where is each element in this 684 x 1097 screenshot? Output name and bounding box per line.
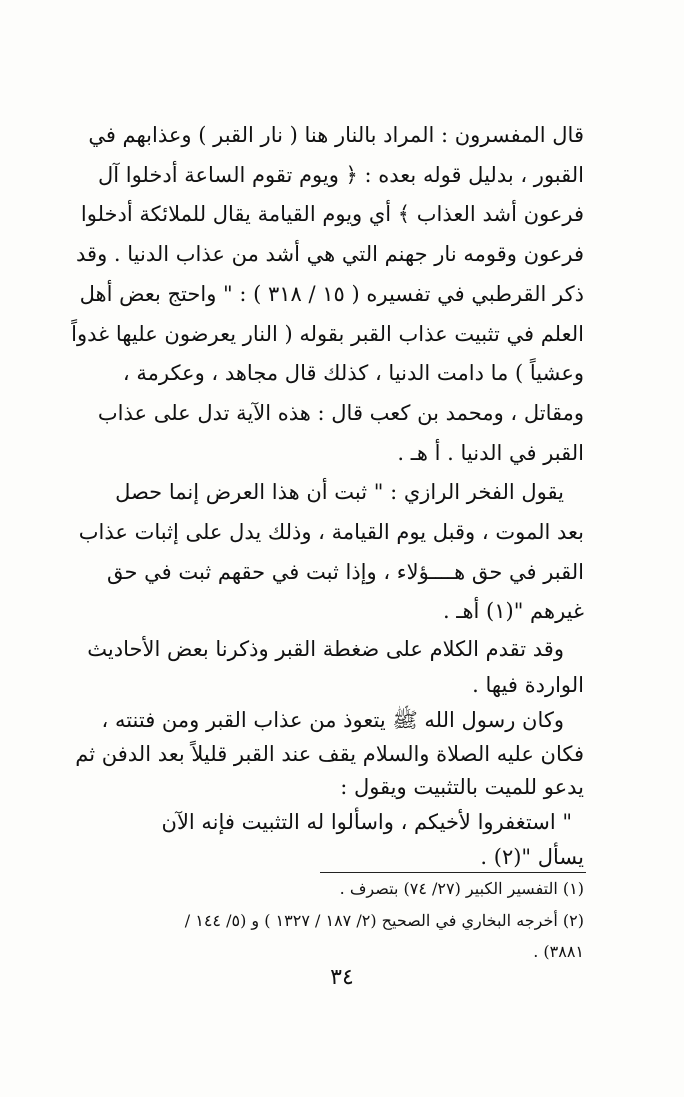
text-line: " استغفروا لأخيكم ، واسألوا له التثبيت فإنه الآن <box>161 810 572 834</box>
footnote: (٢) أخرجه البخاري في الصحيح (٢/ ١٨٧ / ١٣٢٧ ) و (٥/ ١٤٤ / <box>184 911 584 930</box>
footnote: (١) التفسير الكبير (٢٧/ ٧٤) بتصرف . <box>339 879 584 898</box>
text-line: يسأل "(٢) . <box>480 845 584 869</box>
text-line: القبر في الدنيا . أ هـ . <box>397 441 584 465</box>
text-line: ومقاتل ، ومحمد بن كعب قال : هذه الآية تدل على عذاب <box>97 401 584 425</box>
text-line: القبور ، بدليل قوله بعده : ﴿ ويوم تقوم الساعة أدخلوا آل <box>97 163 584 187</box>
text-line: فرعون أشد العذاب ﴾ أي ويوم القيامة يقال للملائكة أدخلوا <box>80 202 584 226</box>
text-line: فكان عليه الصلاة والسلام يقف عند القبر قليلاً بعد الدفن ثم <box>75 742 584 766</box>
text-line: القبر في حق هــــؤلاء ، وإذا ثبت في حقهم ثبت في حق <box>106 560 584 584</box>
text-line: الواردة فيها . <box>472 673 584 697</box>
text-line: يدعو للميت بالتثبيت ويقول : <box>340 775 584 799</box>
footnote: ٣٨٨١) . <box>533 942 584 961</box>
text-line: وقد تقدم الكلام على ضغطة القبر وذكرنا بعض الأحاديث <box>87 637 564 661</box>
text-line: ذكر القرطبي في تفسيره ( ١٥ / ٣١٨ ) : " واحتج بعض أهل <box>79 282 584 306</box>
text-line: قال المفسرون : المراد بالنار هنا ( نار القبر ) وعذابهم في <box>88 123 584 147</box>
text-line: العلم في تثبيت عذاب القبر بقوله ( النار يعرضون عليها غدواً <box>71 322 584 346</box>
text-line: غيرهم "(١) أهـ . <box>442 599 584 623</box>
text-line: وعشياً ) ما دامت الدنيا ، كذلك قال مجاهد ، وعكرمة ، <box>122 361 584 385</box>
page-number: ٣٤ <box>330 965 354 990</box>
text-line: بعد الموت ، وقبل يوم القيامة ، وذلك يدل على إثبات عذاب <box>78 520 584 544</box>
text-line: يقول الفخر الرازي : " ثبت أن هذا العرض إنما حصل <box>115 480 564 504</box>
text-line: فرعون وقومه نار جهنم التي هي أشد من عذاب الدنيا . وقد <box>76 242 584 266</box>
text-line: وكان رسول الله ﷺ يتعوذ من عذاب القبر ومن فتنته ، <box>101 708 564 732</box>
footnote-separator <box>320 872 586 873</box>
